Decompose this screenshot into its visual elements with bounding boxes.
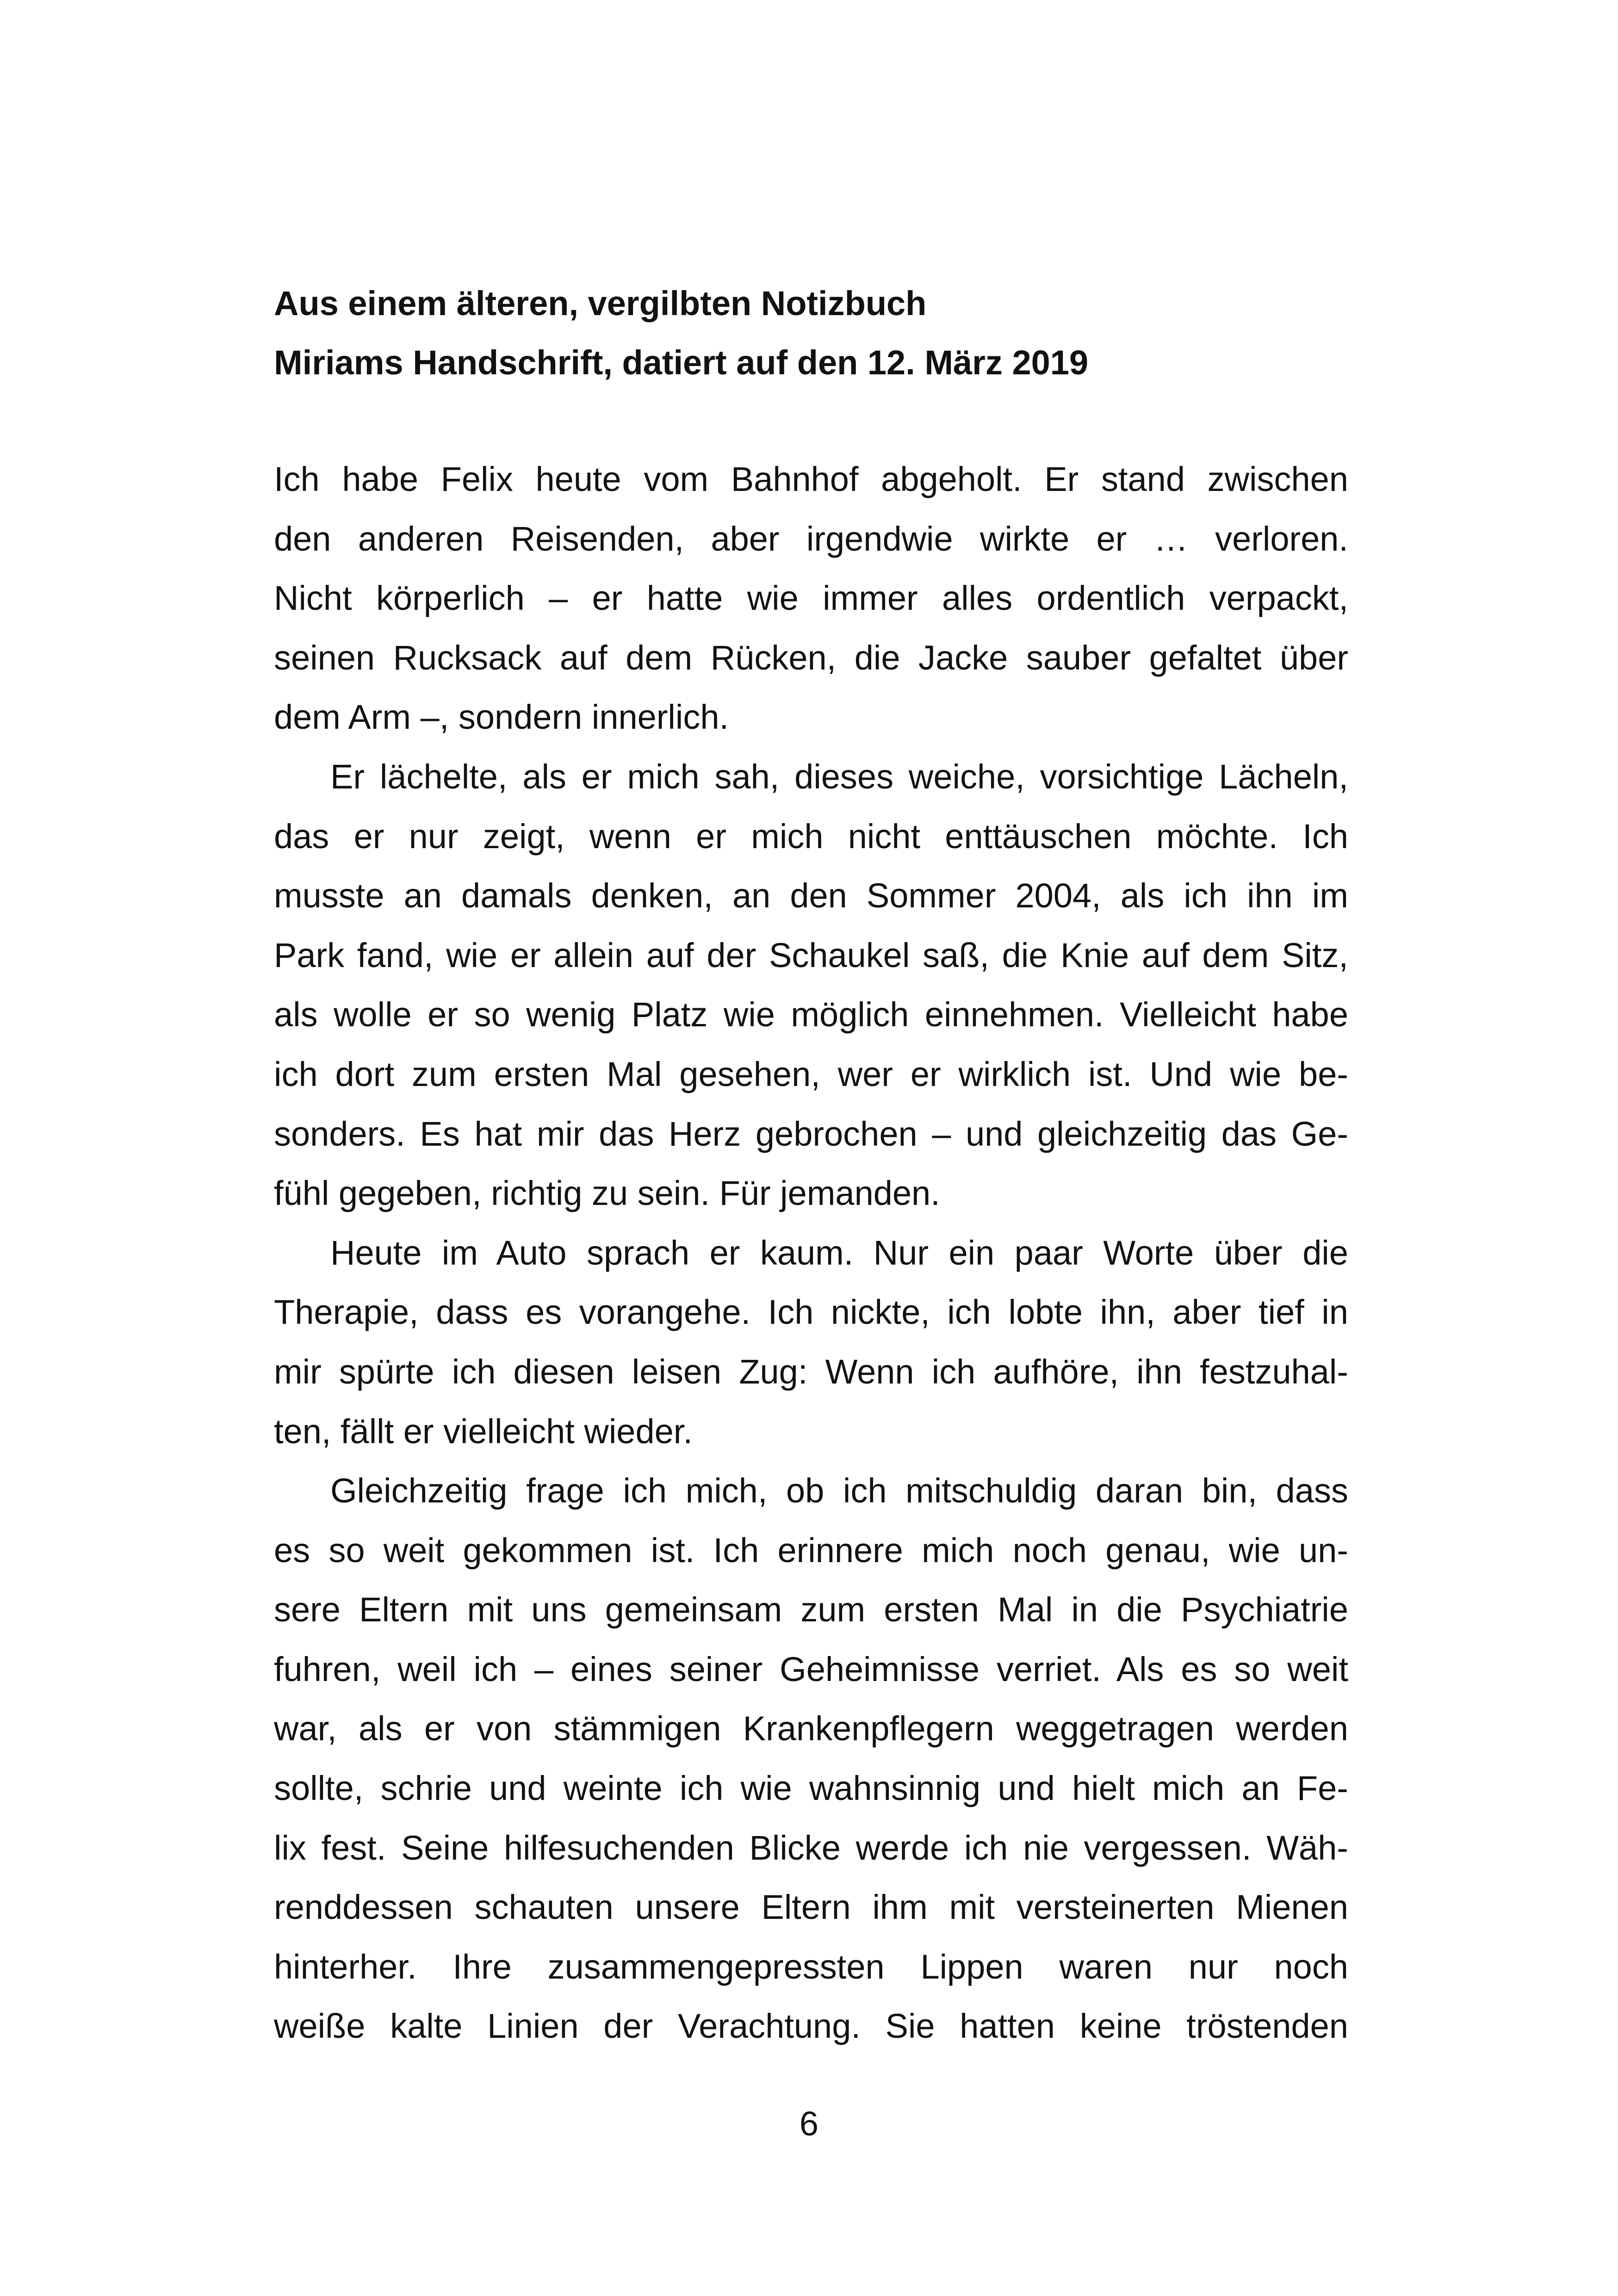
text-line: Park fand, wie er allein auf der Schaukel saß, die Knie auf dem Sitz, (274, 936, 1348, 974)
text-line: weiße kalte Linien der Verachtung. Sie hatten keine tröstenden (274, 2007, 1348, 2046)
text-line: den anderen Reisenden, aber irgendwie wirkte er … verloren. (274, 519, 1348, 558)
paragraph-2 (274, 747, 1348, 1223)
text-line: Er lächelte, als er mich sah, dieses weiche, vorsichtige Lächeln, (330, 757, 1348, 796)
text-line: Heute im Auto sprach er kaum. Nur ein paar Worte über die (330, 1233, 1348, 1272)
paragraph-1 (274, 450, 1348, 747)
paragraph-3 (274, 1223, 1348, 1461)
text-line: sere Eltern mit uns gemeinsam zum ersten Mal in die Psychiatrie (274, 1590, 1348, 1629)
text-line: fühl gegeben, richtig zu sein. Für jemanden. (274, 1174, 940, 1213)
text-line: mir spürte ich diesen leisen Zug: Wenn ich aufhöre, ihn festzuhal- (274, 1352, 1348, 1391)
text-line: es so weit gekommen ist. Ich erinnere mich noch genau, wie un- (274, 1531, 1348, 1570)
text-line: ten, fällt er vielleicht wieder. (274, 1412, 693, 1451)
text-line: als wolle er so wenig Platz wie möglich einnehmen. Vielleicht habe (274, 995, 1348, 1034)
page-number: 6 (799, 2104, 819, 2143)
text-line: dem Arm –, sondern innerlich. (274, 698, 729, 737)
text-line: war, als er von stämmigen Krankenpflegern weggetragen werden (274, 1709, 1348, 1748)
paragraph-4 (274, 1461, 1348, 2056)
text-line: renddessen schauten unsere Eltern ihm mit versteinerten Mienen (274, 1888, 1348, 1927)
text-line: musste an damals denken, an den Sommer 2004, als ich ihn im (274, 876, 1348, 915)
text-line: fuhren, weil ich – eines seiner Geheimnisse verriet. Als es so weit (274, 1650, 1348, 1688)
handwriting-date-heading: Miriams Handschrift, datiert auf den 12. März 2019 (274, 343, 1089, 382)
text-line: das er nur zeigt, wenn er mich nicht enttäuschen möchte. Ich (274, 817, 1348, 856)
text-line: Ich habe Felix heute vom Bahnhof abgeholt. Er stand zwischen (274, 460, 1348, 498)
text-line: ich dort zum ersten Mal gesehen, wer er wirklich ist. Und wie be- (274, 1055, 1348, 1093)
text-line: seinen Rucksack auf dem Rücken, die Jacke sauber gefaltet über (274, 638, 1348, 677)
body-text (274, 450, 1348, 2056)
text-line: lix fest. Seine hilfesuchenden Blicke werde ich nie vergessen. Wäh- (274, 1828, 1348, 1867)
text-line: sonders. Es hat mir das Herz gebrochen – und gleichzeitig das Ge- (274, 1114, 1348, 1153)
text-line: Gleichzeitig frage ich mich, ob ich mitschuldig daran bin, dass (330, 1471, 1348, 1510)
text-block (274, 274, 1348, 2056)
text-line: sollte, schrie und weinte ich wie wahnsinnig und hielt mich an Fe- (274, 1769, 1348, 1808)
text-line: hinterher. Ihre zusammengepressten Lippen waren nur noch (274, 1947, 1348, 1986)
text-line: Nicht körperlich – er hatte wie immer alles ordentlich verpackt, (274, 579, 1348, 618)
text-line: Therapie, dass es vorangehe. Ich nickte, ich lobte ihn, aber tief in (274, 1293, 1348, 1332)
notebook-source-heading: Aus einem älteren, vergilbten Notizbuch (274, 284, 927, 323)
